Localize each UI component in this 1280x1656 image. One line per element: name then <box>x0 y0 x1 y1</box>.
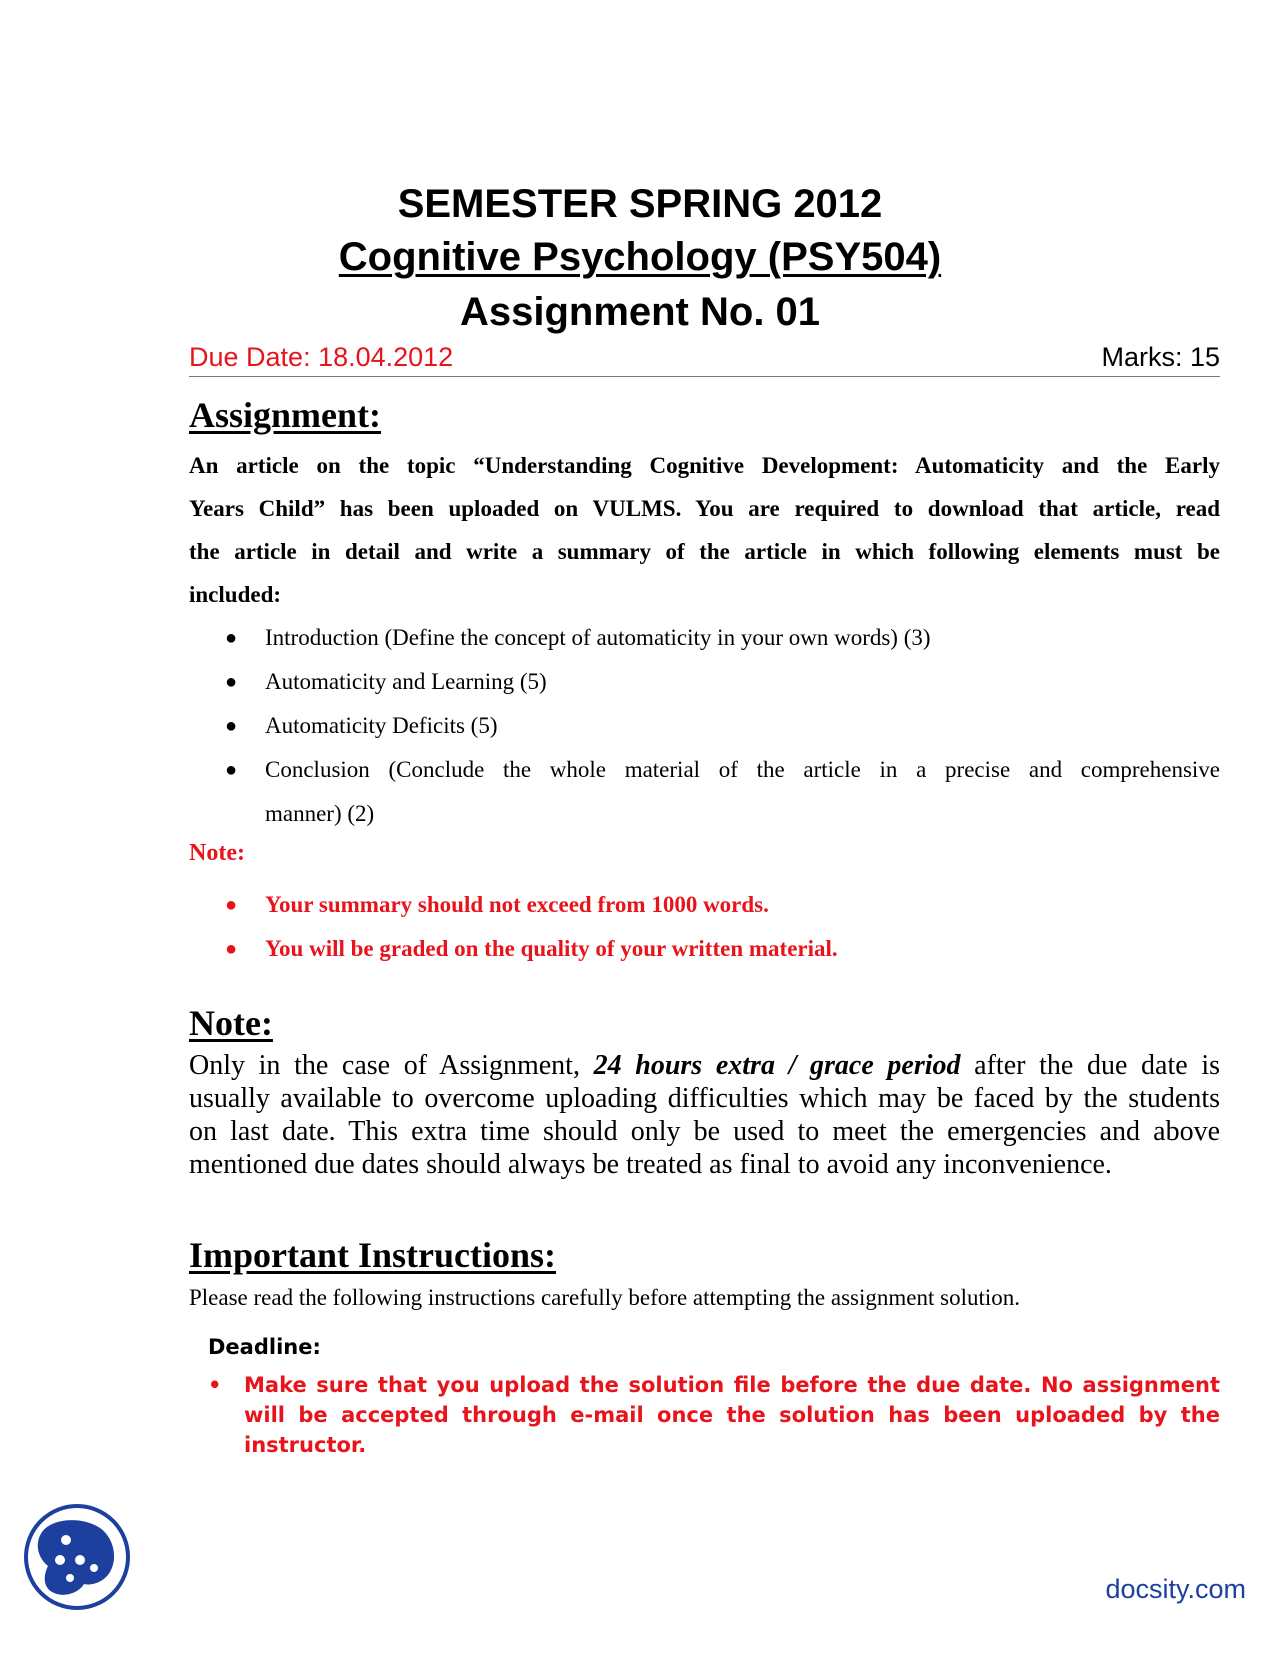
bullet-icon: • <box>208 1373 222 1397</box>
description-line: An article on the topic “Understanding Cognitive Development: Automaticity and the Early <box>189 453 1220 478</box>
list-item-text: Automaticity Deficits (5) <box>265 713 498 738</box>
instructions-intro: Please read the following instructions carefully before attempting the assignment solution. <box>189 1285 1020 1310</box>
deadline-line: will be accepted through e-mail once the solution has been uploaded by the <box>244 1403 1220 1427</box>
list-item-text: manner) (2) <box>265 801 375 826</box>
note-text: Your summary should not exceed from 1000 words. <box>265 892 769 917</box>
list-item <box>225 616 1220 660</box>
list-item-text: Conclusion (Conclude the whole material of the article in a precise and comprehensive <box>265 757 1220 782</box>
grace-text: after the due date is <box>960 1050 1220 1081</box>
bullet-icon: ● <box>225 759 238 781</box>
list-item <box>225 704 1220 748</box>
list-item <box>225 927 1220 971</box>
note-text: You will be graded on the quality of your written material. <box>265 936 838 961</box>
note-list <box>225 883 1220 971</box>
due-date: Due Date: 18.04.2012 <box>189 342 454 372</box>
description-line: the article in detail and write a summary of the article in which following elements must be <box>189 539 1220 564</box>
note-label: Note: <box>189 840 245 866</box>
grace-period-paragraph <box>189 1049 1220 1181</box>
deadline-label: Deadline: <box>208 1335 321 1359</box>
grace-line <box>189 1049 1220 1082</box>
grace-line: on last date. This extra time should only be used to meet the emergencies and above <box>189 1116 1220 1147</box>
bullet-icon: ● <box>225 894 238 916</box>
docsity-logo-icon <box>22 1502 132 1612</box>
list-item <box>225 660 1220 704</box>
assignment-description <box>189 444 1220 616</box>
list-item <box>225 748 1220 836</box>
description-line: Years Child” has been uploaded on VULMS. You are required to download that article, read <box>189 496 1220 521</box>
assignment-number: Assignment No. 01 <box>459 290 821 334</box>
grace-emphasis: 24 hours extra / grace period <box>593 1050 961 1081</box>
bullet-icon: ● <box>225 671 238 693</box>
course-title: Cognitive Psychology (PSY504) <box>338 235 942 279</box>
meta-row <box>189 340 1220 377</box>
deadline-line: Make sure that you upload the solution file before the due date. No assignment <box>244 1373 1220 1397</box>
list-item <box>225 883 1220 927</box>
deadline-line: instructor. <box>244 1433 367 1457</box>
instructions-heading: Important Instructions: <box>189 1235 557 1275</box>
required-elements-list <box>225 616 1220 836</box>
description-line: included: <box>189 582 282 607</box>
assignment-heading: Assignment: <box>189 395 382 435</box>
bullet-icon: ● <box>225 715 238 737</box>
docsity-watermark[interactable]: docsity.com <box>1105 1574 1246 1604</box>
grace-text: Only in the case of Assignment, <box>189 1050 594 1081</box>
bullet-icon: ● <box>225 938 238 960</box>
deadline-text <box>244 1370 1220 1460</box>
semester-title: SEMESTER SPRING 2012 <box>397 182 883 226</box>
list-item-text: Automaticity and Learning (5) <box>265 669 547 694</box>
bullet-icon: ● <box>225 627 238 649</box>
grace-note-heading: Note: <box>189 1003 273 1043</box>
list-item-text: Introduction (Define the concept of automaticity in your own words) (3) <box>265 625 931 650</box>
grace-line: mentioned due dates should always be treated as final to avoid any inconvenience. <box>189 1149 1112 1180</box>
grace-line: usually available to overcome uploading difficulties which may be faced by the students <box>189 1083 1220 1114</box>
marks: Marks: 15 <box>1101 342 1220 372</box>
